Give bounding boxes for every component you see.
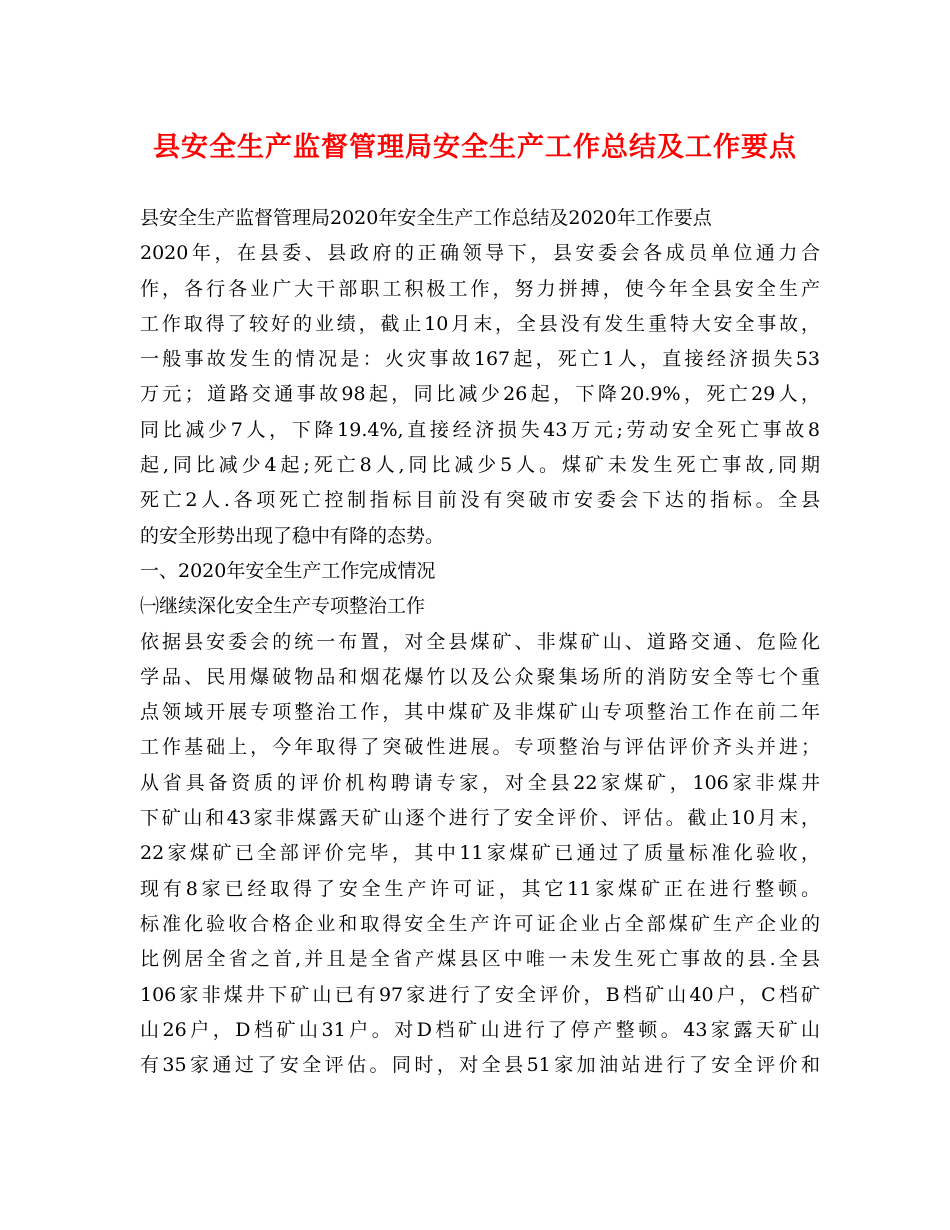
section-heading: 一、2020年安全生产工作完成情况 <box>140 559 436 582</box>
body-line: 县安全生产监督管理局2020年安全生产工作总结及2020年工作要点 <box>140 207 712 229</box>
body-line: 的安全形势出现了稳中有降的态势。 <box>140 524 445 547</box>
body-line: 死亡2人.各项死亡控制指标目前没有突破市安委会下达的指标。全县 <box>140 489 820 512</box>
body-line: 106家非煤井下矿山已有97家进行了安全评价，B档矿山40户，C档矿 <box>140 983 820 1006</box>
body-line: 现有8家已经取得了安全生产许可证，其它11家煤矿正在进行整顿。 <box>140 877 820 900</box>
body-line: 下矿山和43家非煤露天矿山逐个进行了安全评价、评估。截止10月末， <box>140 807 820 830</box>
body-line: 起,同比减少4起;死亡8人,同比减少5人。煤矿未发生死亡事故,同期 <box>140 454 820 477</box>
body-line: 一般事故发生的情况是：火灾事故167起，死亡1人，直接经济损失53 <box>140 348 820 371</box>
document-title: 县安全生产监督管理局安全生产工作总结及工作要点 <box>153 132 797 163</box>
body-line: 比例居全省之首,并且是全省产煤县区中唯一未发生死亡事故的县.全县 <box>140 948 820 971</box>
body-line: 万元；道路交通事故98起，同比减少26起，下降20.9%，死亡29人， <box>140 383 820 406</box>
body-line: 学品、民用爆破物品和烟花爆竹以及公众聚集场所的消防安全等七个重 <box>140 665 820 688</box>
body-line: 点领域开展专项整治工作，其中煤矿及非煤矿山专项整治工作在前二年 <box>140 701 820 724</box>
document-body <box>140 201 820 1083</box>
body-line: 依据县安委会的统一布置，对全县煤矿、非煤矿山、道路交通、危险化 <box>140 630 820 653</box>
body-line: 同比减少7人，下降19.4%,直接经济损失43万元;劳动安全死亡事故8 <box>140 418 820 441</box>
subsection-heading: ㈠继续深化安全生产专项整治工作 <box>140 595 426 618</box>
body-line: 有35家通过了安全评估。同时，对全县51家加油站进行了安全评价和 <box>140 1054 820 1077</box>
body-line: 标准化验收合格企业和取得安全生产许可证企业占全部煤矿生产企业的 <box>140 912 820 935</box>
body-line: 工作取得了较好的业绩，截止10月末，全县没有发生重特大安全事故， <box>140 312 820 335</box>
body-line: 作，各行各业广大干部职工积极工作，努力拼搏，使今年全县安全生产 <box>140 277 820 300</box>
body-line: 2020年，在县委、县政府的正确领导下，县安委会各成员单位通力合 <box>140 242 820 265</box>
body-line: 22家煤矿已全部评价完毕，其中11家煤矿已通过了质量标准化验收， <box>140 842 820 865</box>
body-line: 从省具备资质的评价机构聘请专家，对全县22家煤矿，106家非煤井 <box>140 771 820 794</box>
body-line: 山26户，D档矿山31户。对D档矿山进行了停产整顿。43家露天矿山 <box>140 1018 820 1041</box>
body-line: 工作基础上，今年取得了突破性进展。专项整治与评估评价齐头并进； <box>140 736 820 759</box>
